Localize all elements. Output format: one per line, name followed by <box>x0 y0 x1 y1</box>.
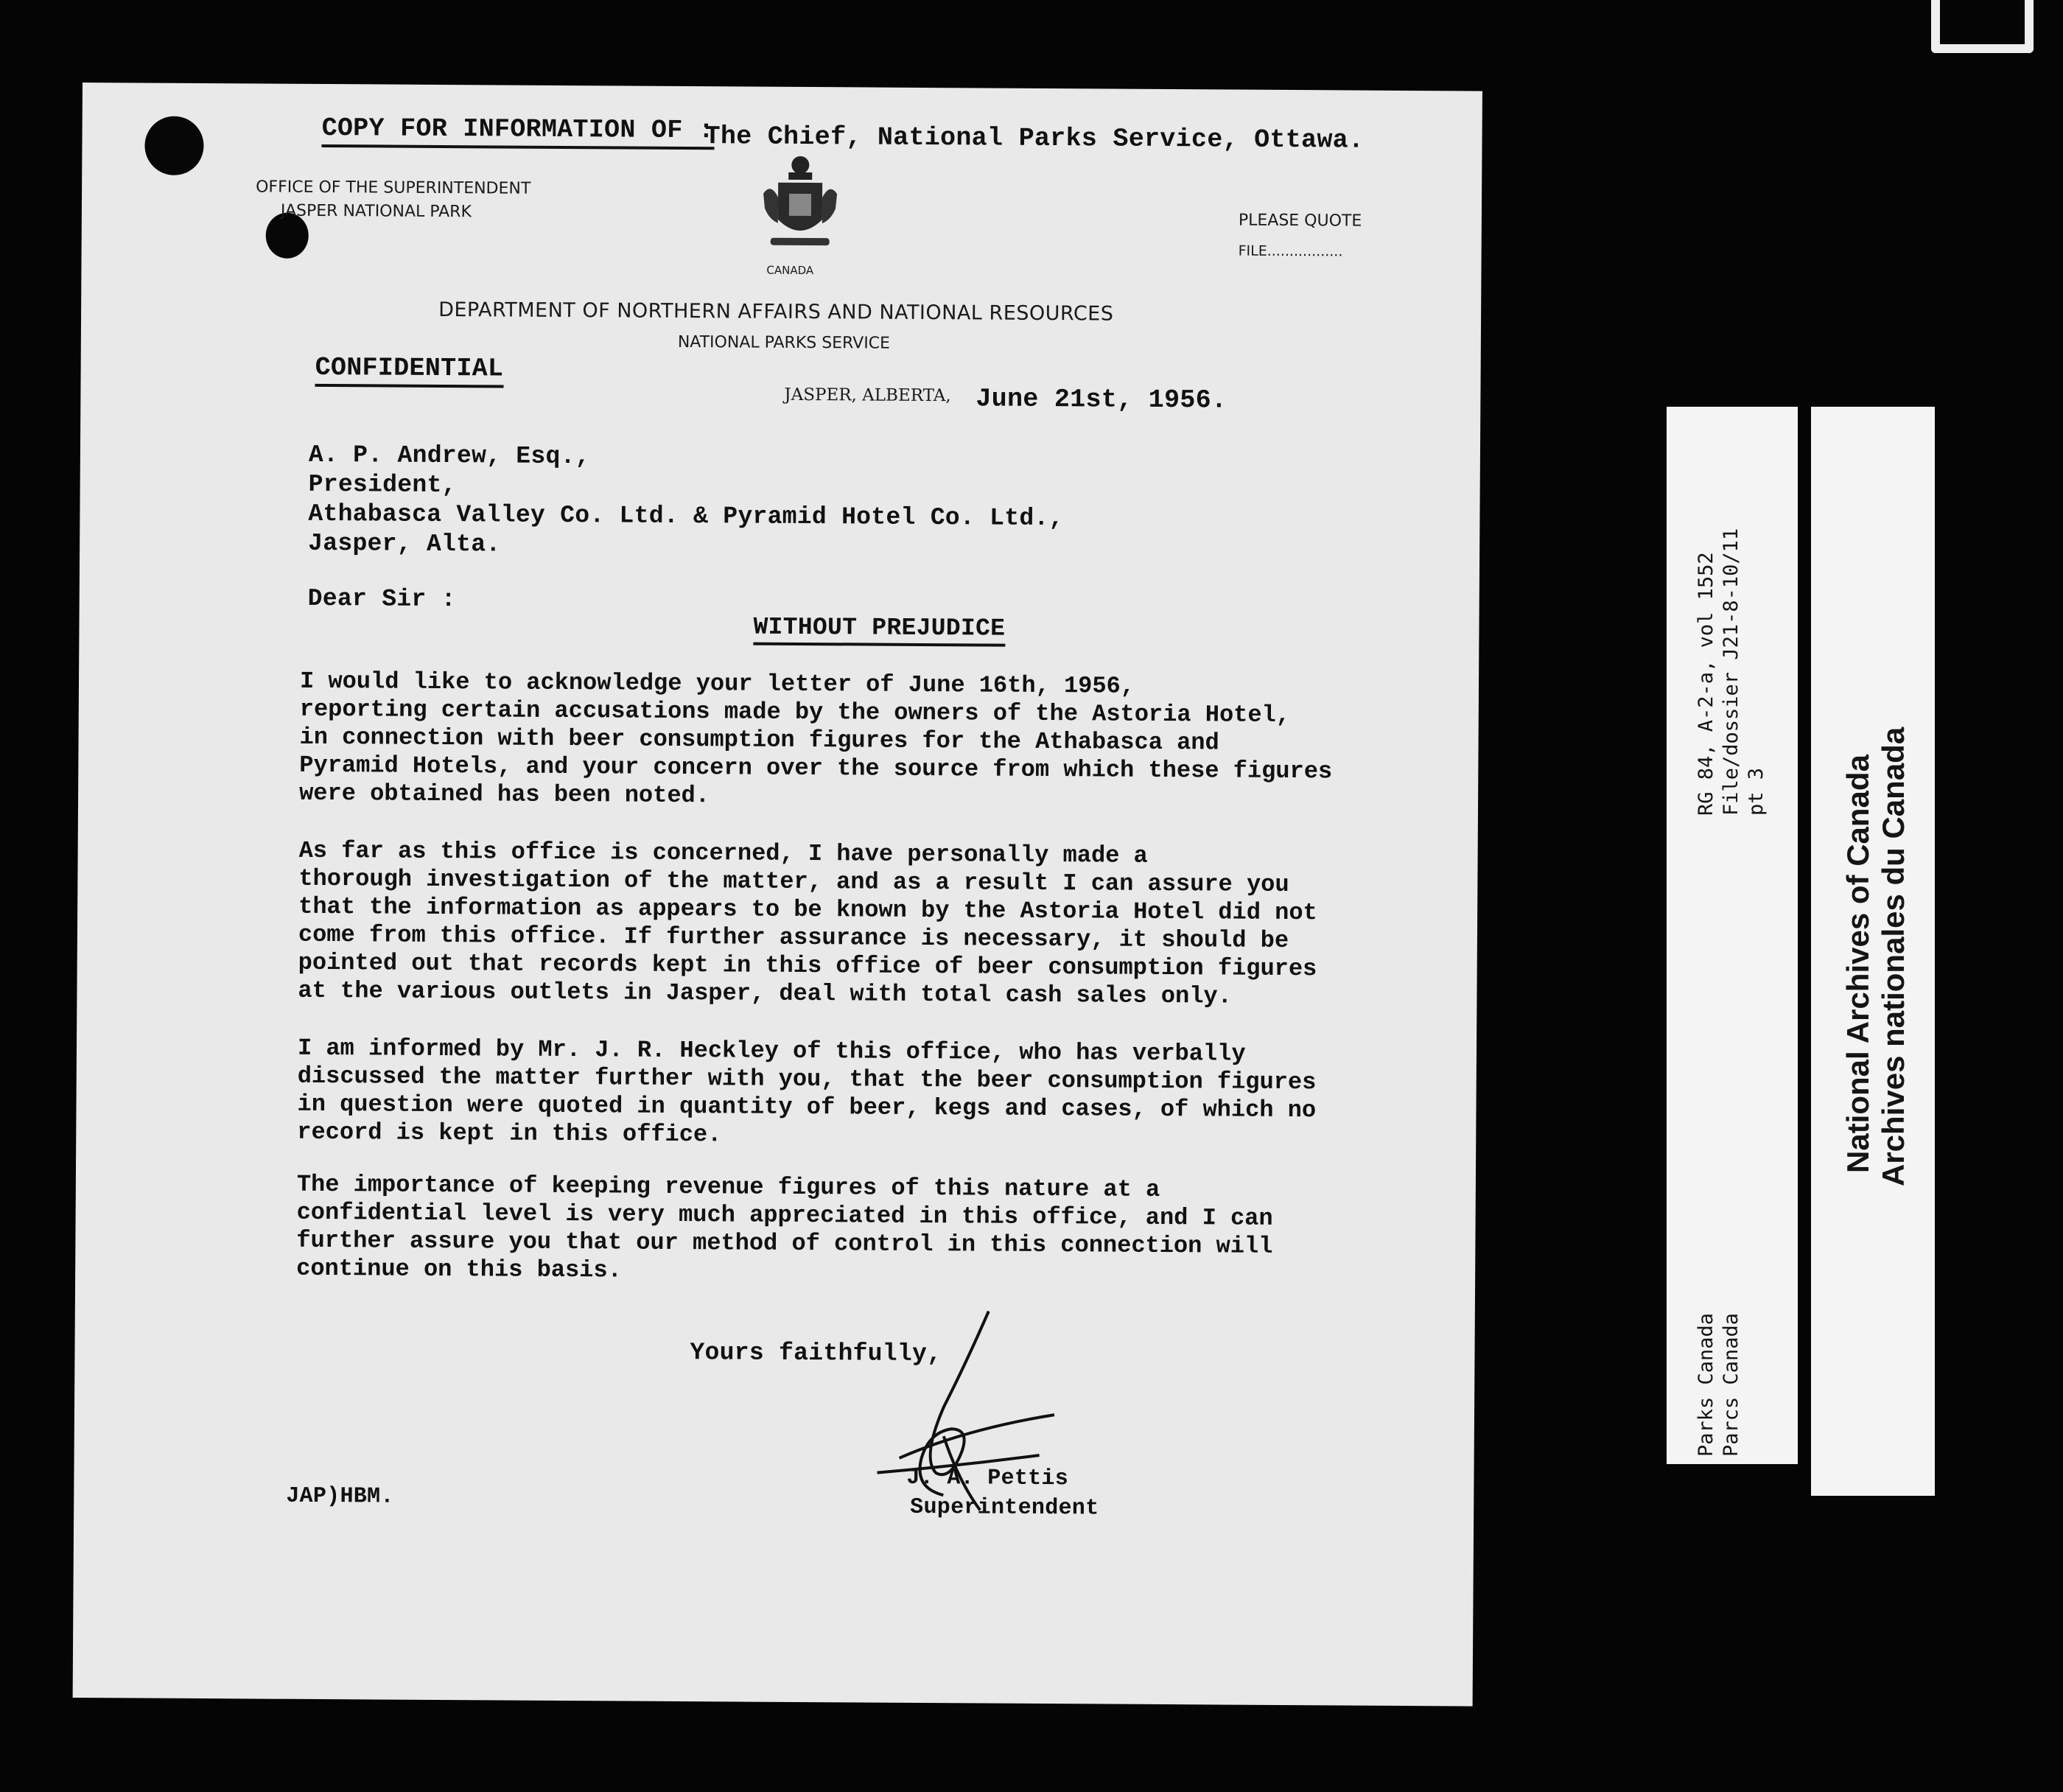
service-name: NATIONAL PARKS SERVICE <box>677 332 891 353</box>
paragraph-4: The importance of keeping revenue figures of this nature at a confidential level is very much appreciated in this office, and I can further assure you that our method of control in this connection will continue on this basis. <box>296 1170 1273 1284</box>
confidential-mark: CONFIDENTIAL <box>315 353 504 384</box>
archive-ref-line-1: RG 84, A-2-a, vol 1552 <box>1695 552 1717 816</box>
recipient-line-2: President, <box>308 470 457 500</box>
signer-name: J. A. Pettis <box>906 1465 1069 1492</box>
copy-recipient: The Chief, National Parks Service, Ottawa. <box>704 122 1365 155</box>
signer-title: Superintendent <box>910 1494 1099 1522</box>
hole-punch-top <box>144 116 203 175</box>
archives-name-card <box>1811 407 1935 1496</box>
file-field: FILE................. <box>1238 242 1343 260</box>
crest-caption: CANADA <box>766 263 814 278</box>
reference-initials: JAP)HBM. <box>286 1483 394 1510</box>
closing: Yours faithfully, <box>690 1339 942 1368</box>
letter-page <box>73 83 1482 1707</box>
frame-corner-mark <box>1931 0 2034 53</box>
coat-of-arms-icon <box>756 153 845 265</box>
subject-line: WITHOUT PREJUDICE <box>753 614 1005 643</box>
org-name-fr: Parcs Canada <box>1720 1312 1742 1457</box>
archive-ref-line-3: pt 3 <box>1745 767 1768 816</box>
archive-reference-card <box>1667 407 1798 1464</box>
archives-name-fr: Archives nationales du Canada <box>1876 727 1910 1186</box>
archives-name-en: National Archives of Canada <box>1840 755 1875 1173</box>
recipient-line-3: Athabasca Valley Co. Ltd. & Pyramid Hotel Co. Ltd., <box>308 500 1064 533</box>
place-line: JASPER, ALBERTA, <box>784 385 951 406</box>
office-line-2: JASPER NATIONAL PARK <box>280 201 472 222</box>
paragraph-2: As far as this office is concerned, I have personally made a thorough investigation of the matter, and as a result I can assure you that the information as appears to be known by the Astoria Hotel did not come from this office. If further assurance is necessary, it should be pointed out that records kept in this office of beer consumption figures at the various outlets in Jasper, deal with total cash sales only. <box>298 836 1317 1010</box>
copy-label: COPY FOR INFORMATION OF : <box>322 113 715 145</box>
archive-ref-line-2: File/dossier J21-8-10/11 <box>1720 528 1742 816</box>
please-quote: PLEASE QUOTE <box>1238 211 1362 231</box>
department-name: DEPARTMENT OF NORTHERN AFFAIRS AND NATIONAL RESOURCES <box>438 298 1114 326</box>
recipient-line-1: A. P. Andrew, Esq., <box>308 441 590 471</box>
office-line-1: OFFICE OF THE SUPERINTENDENT <box>256 178 531 198</box>
paragraph-3: I am informed by Mr. J. R. Heckley of this office, who has verbally discussed the matter further with you, that the beer consumption figures in question were quoted in quantity of beer, kegs and cases, of which no record is kept in this office. <box>297 1034 1317 1149</box>
paragraph-1: I would like to acknowledge your letter of June 16th, 1956, reporting certain accusations made by the owners of the Astoria Hotel, in connection with beer consumption figures for the Athabasca and Pyramid Hotels, and your concern over the source from which these figures were obtained has been noted. <box>299 667 1333 810</box>
org-name-en: Parks Canada <box>1695 1312 1717 1457</box>
recipient-line-4: Jasper, Alta. <box>308 529 501 559</box>
salutation: Dear Sir : <box>307 584 456 614</box>
letter-date: June 21st, 1956. <box>976 384 1227 416</box>
